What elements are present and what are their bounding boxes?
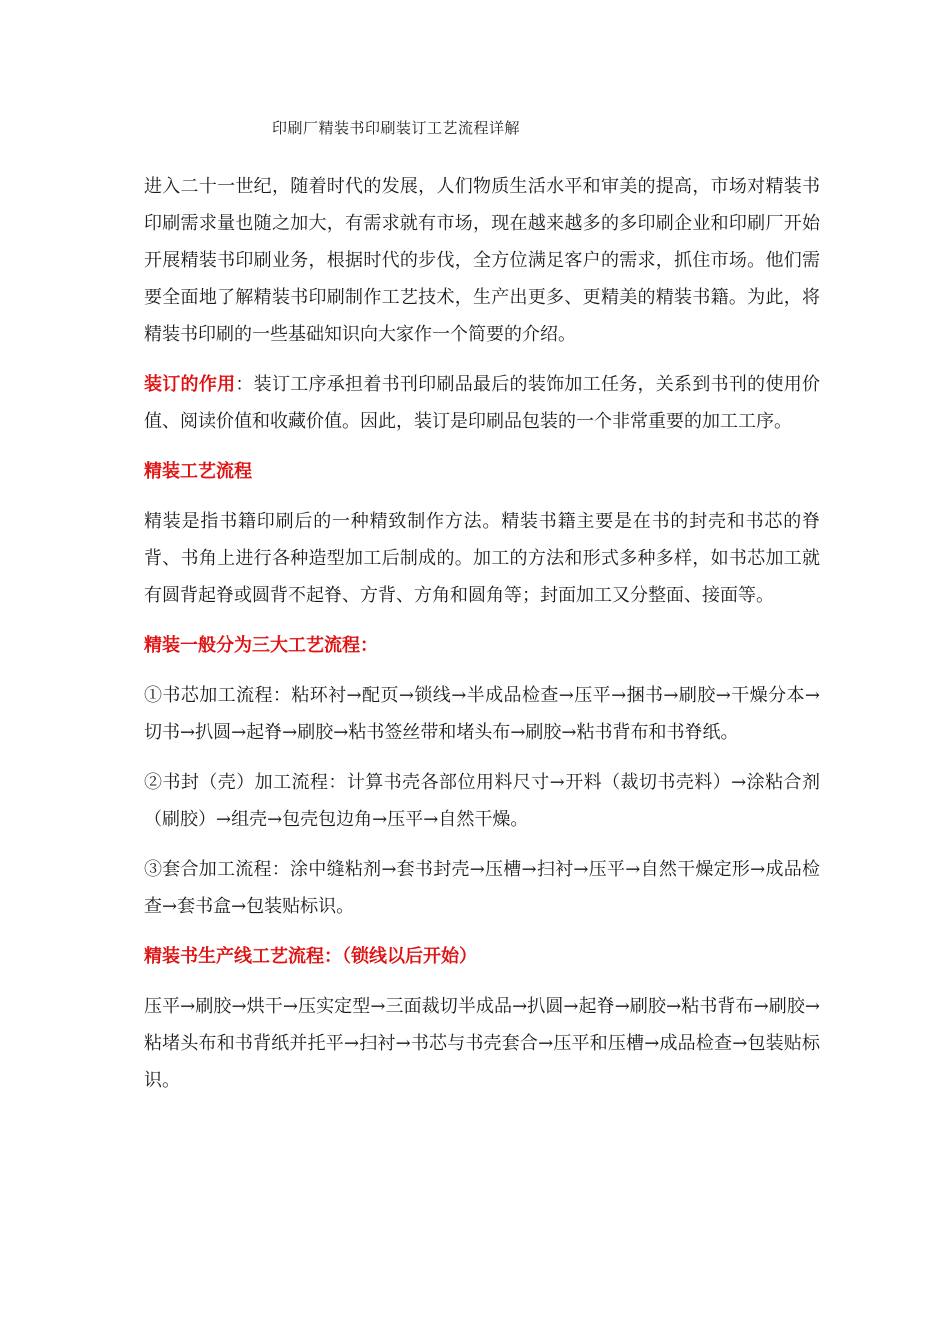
flow-item-book-block: ①书芯加工流程：粘环衬→配页→锁线→半成品检查→压平→捆书→刷胶→干燥分本→切书→扒圆→起脊→刷胶→粘书签丝带和堵头布→刷胶→粘书背布和书脊纸。	[144, 685, 820, 743]
binding-role-paragraph	[144, 366, 820, 440]
section-heading-three-flows: 精装一般分为三大工艺流程：	[144, 635, 378, 656]
document-title: 印刷厂精装书印刷装订工艺流程详解	[272, 119, 521, 137]
production-line-paragraph: 压平→刷胶→烘干→压实定型→三面裁切半成品→扒圆→起脊→刷胶→粘书背布→刷胶→粘堵头布和书背纸并托平→扫衬→书芯与书壳套合→压平和压槽→成品检查→包装贴标识。	[144, 996, 820, 1091]
section-heading-production-line: 精装书生产线工艺流程：（锁线以后开始）	[144, 946, 477, 967]
binding-role-text: ：装订工序承担着书刊印刷品最后的装饰加工任务，关系到书刊的使用价值、阅读价值和收藏价值。因此，装订是印刷品包装的一个非常重要的加工工序。	[144, 374, 820, 432]
section-heading-process: 精装工艺流程	[144, 461, 252, 482]
document-body	[144, 168, 820, 1112]
intro-paragraph: 进入二十一世纪，随着时代的发展，人们物质生活水平和审美的提高，市场对精装书印刷需求量也随之加大，有需求就有市场，现在越来越多的多印刷企业和印刷厂开始开展精装书印刷业务，根据时代的步伐，全方位满足客户的需求，抓住市场。他们需要全面地了解精装书印刷制作工艺技术，生产出更多、更精美的精装书籍。为此，将精装书印刷的一些基础知识向大家作一个简要的介绍。	[144, 176, 820, 345]
binding-role-label: 装订的作用	[144, 374, 236, 395]
section-process-paragraph: 精装是指书籍印刷后的一种精致制作方法。精装书籍主要是在书的封壳和书芯的脊背、书角上进行各种造型加工后制成的。加工的方法和形式多种多样，如书芯加工就有圆背起脊或圆背不起脊、方背、方角和圆角等；封面加工又分整面、接面等。	[144, 511, 820, 606]
flow-item-casing-in: ③套合加工流程：涂中缝粘剂→套书封壳→压槽→扫衬→压平→自然干燥定形→成品检查→套书盒→包装贴标识。	[144, 859, 820, 917]
flow-item-cover-case: ②书封（壳）加工流程：计算书壳各部位用料尺寸→开料（裁切书壳料）→涂粘合剂（刷胶）→组壳→包壳包边角→压平→自然干燥。	[144, 772, 820, 830]
